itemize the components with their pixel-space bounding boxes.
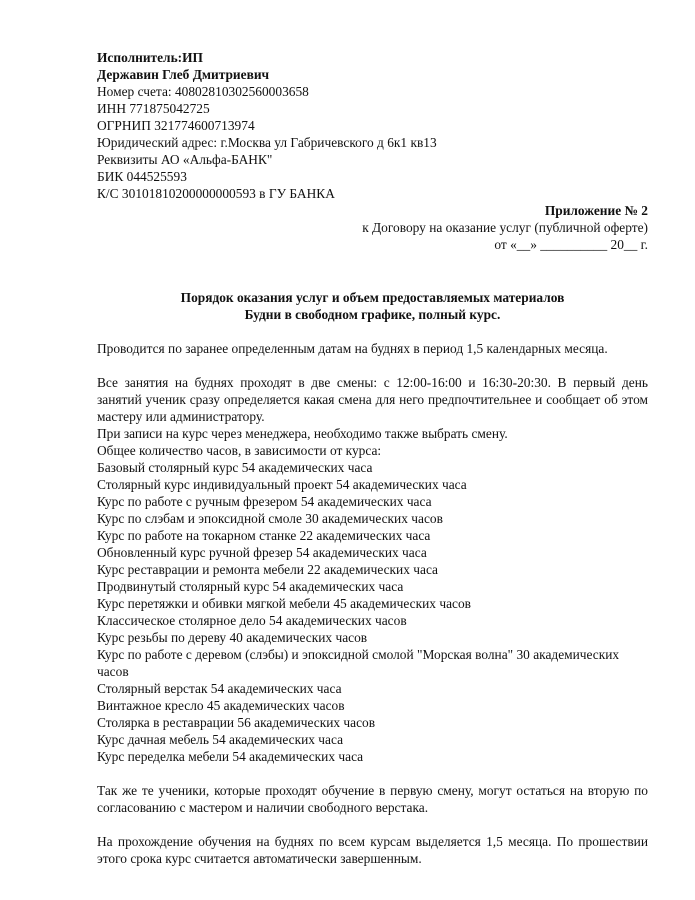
list-item: Базовый столярный курс 54 академических часа bbox=[97, 460, 373, 475]
hours-intro: Общее количество часов, в зависимости от курса: bbox=[97, 443, 382, 458]
executor-details bbox=[97, 49, 648, 202]
legal-address: Юридический адрес: г.Москва ул Габричевского д 6к1 кв13 bbox=[97, 135, 437, 150]
list-item: Классическое столярное дело 54 академических часов bbox=[97, 613, 407, 628]
appendix-subtitle: к Договору на оказание услуг (публичной оферте) bbox=[362, 220, 648, 235]
list-item: Курс переделка мебели 54 академических часа bbox=[97, 749, 364, 764]
list-item: Курс по работе на токарном станке 22 академических часа bbox=[97, 528, 431, 543]
list-item: Столярный курс индивидуальный проект 54 академических часа bbox=[97, 477, 467, 492]
main-section bbox=[97, 374, 648, 765]
duration-paragraph: На прохождение обучения на буднях по всем курсам выделяется 1,5 месяца. По прошествии этого срока курс считается автоматически завершенным. bbox=[97, 834, 648, 866]
list-item: Курс по слэбам и эпоксидной смоле 30 академических часов bbox=[97, 511, 443, 526]
heading-line-1: Порядок оказания услуг и объем предоставляемых материалов bbox=[180, 290, 565, 305]
appendix-block bbox=[97, 202, 648, 253]
correspondent-account: К/С 30101810200000000593 в ГУ БАНКА bbox=[97, 186, 335, 201]
list-item: Столярный верстак 54 академических часа bbox=[97, 681, 342, 696]
list-item: Курс перетяжки и обивки мягкой мебели 45 академических часов bbox=[97, 596, 471, 611]
list-item: Столярка в реставрации 56 академических часов bbox=[97, 715, 376, 730]
course-list bbox=[97, 459, 648, 765]
manager-note: При записи на курс через менеджера, необходимо также выбрать смену. bbox=[97, 426, 508, 441]
bik: БИК 044525593 bbox=[97, 169, 187, 184]
list-item: Курс по работе с деревом (слэбы) и эпоксидной смолой "Морская волна" 30 академических часов bbox=[97, 647, 620, 679]
list-item: Курс резьбы по дереву 40 академических часов bbox=[97, 630, 368, 645]
intro-text: Проводится по заранее определенным датам на буднях в период 1,5 календарных месяца. bbox=[97, 341, 608, 356]
ogrnip: ОГРНИП 321774600713974 bbox=[97, 118, 255, 133]
shifts-paragraph: Все занятия на буднях проходят в две смены: с 12:00-16:00 и 16:30-20:30. В первый день занятий ученик сразу определяется какая смена для него предпочтительнее и сообщает об этом мастеру или администратору. bbox=[97, 375, 648, 424]
second-shift-paragraph: Так же те ученики, которые проходят обучение в первую смену, могут остаться на вторую по согласованию с мастером и наличии свободного верстака. bbox=[97, 783, 648, 815]
list-item: Винтажное кресло 45 академических часов bbox=[97, 698, 345, 713]
inn: ИНН 771875042725 bbox=[97, 101, 210, 116]
list-item: Продвинутый столярный курс 54 академических часа bbox=[97, 579, 404, 594]
executor-name: Державин Глеб Дмитриевич bbox=[97, 67, 270, 82]
document-heading bbox=[97, 289, 648, 323]
intro-paragraph bbox=[97, 340, 648, 357]
bank-details: Реквизиты АО «Альфа-БАНК" bbox=[97, 152, 273, 167]
account-number: Номер счета: 40802810302560003658 bbox=[97, 84, 309, 99]
appendix-date-line: от «__» __________ 20__ г. bbox=[494, 237, 648, 252]
executor-label: Исполнитель:ИП bbox=[97, 50, 203, 65]
heading-line-2: Будни в свободном графике, полный курс. bbox=[244, 307, 501, 322]
list-item: Курс дачная мебель 54 академических часа bbox=[97, 732, 344, 747]
list-item: Обновленный курс ручной фрезер 54 академических часа bbox=[97, 545, 427, 560]
list-item: Курс по работе с ручным фрезером 54 академических часа bbox=[97, 494, 432, 509]
list-item: Курс реставрации и ремонта мебели 22 академических часа bbox=[97, 562, 438, 577]
appendix-title: Приложение № 2 bbox=[544, 203, 648, 218]
